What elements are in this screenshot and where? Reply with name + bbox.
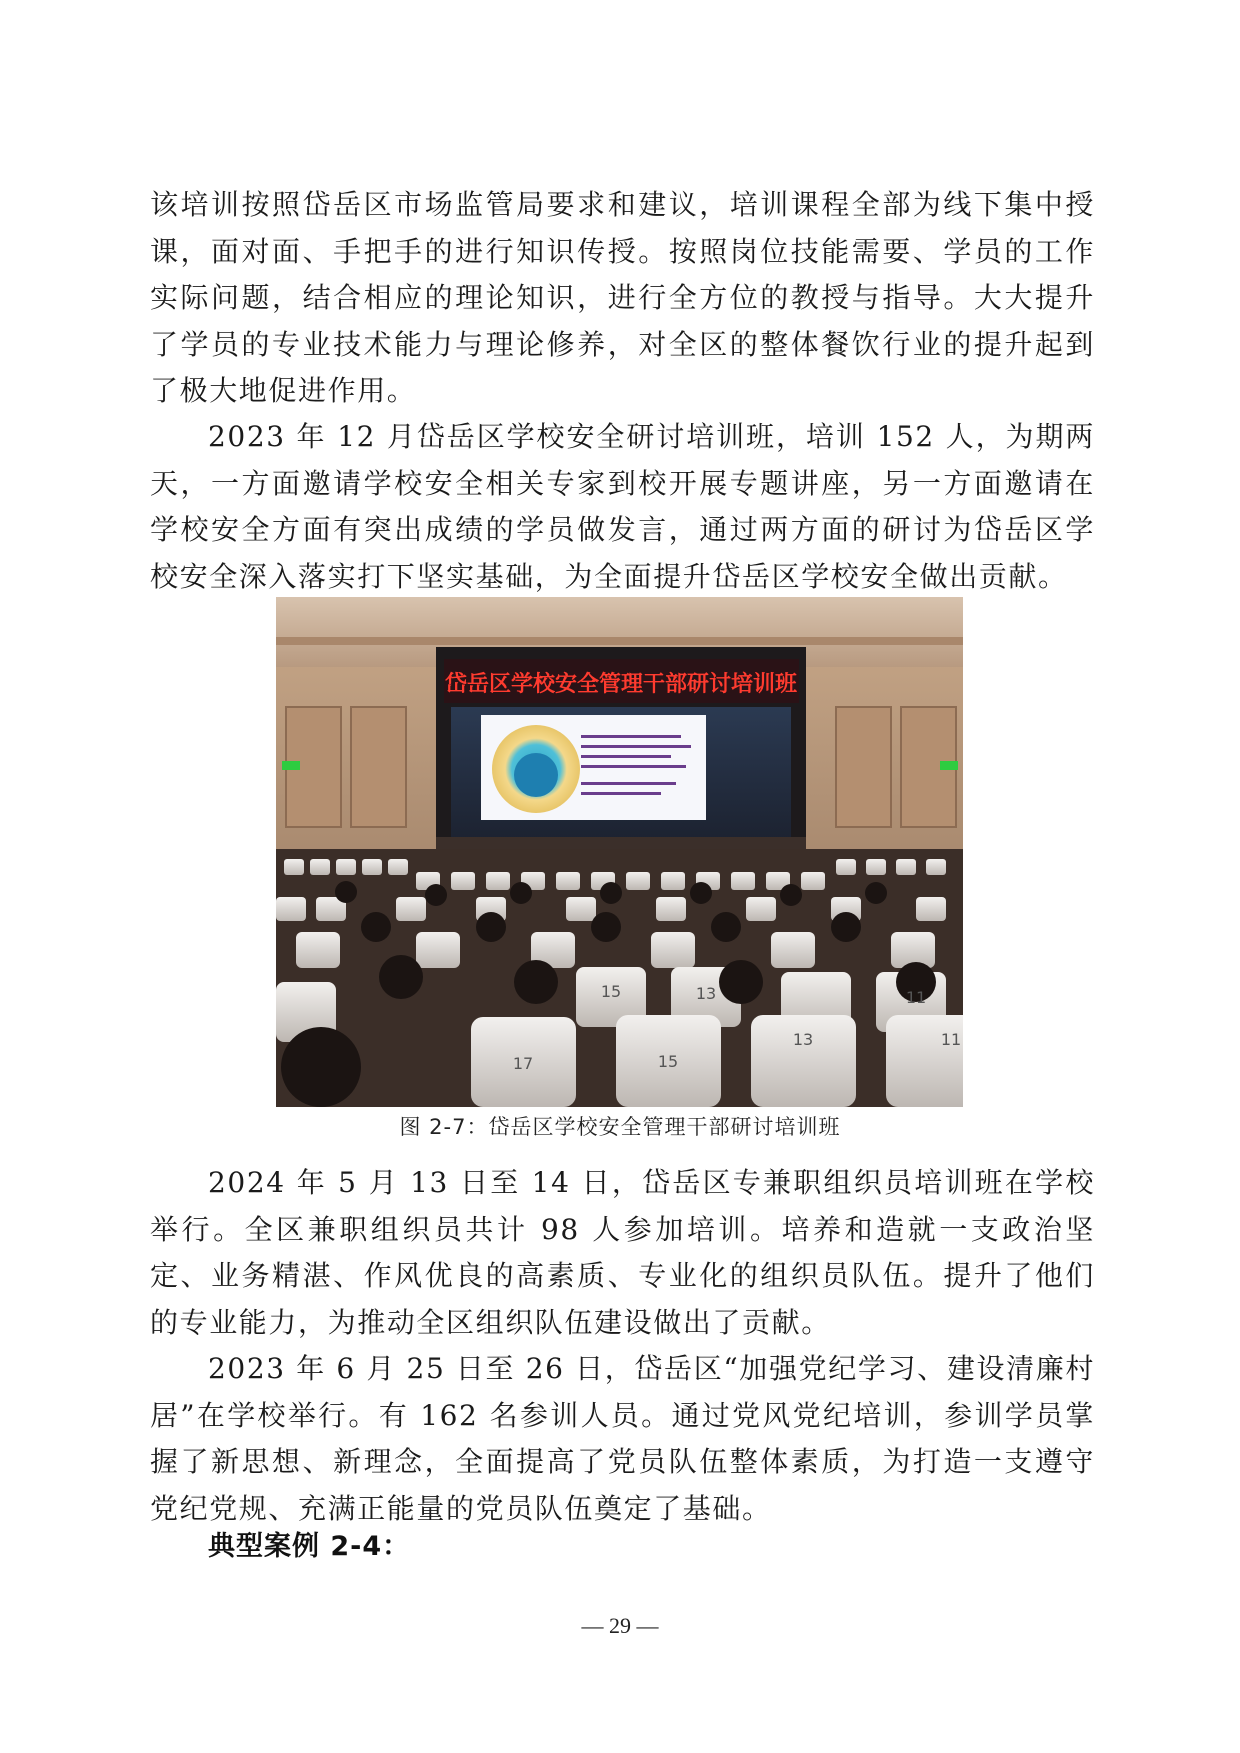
seat-number: 17 <box>512 1054 534 1073</box>
seat-number: 11 <box>940 1030 962 1049</box>
figure-caption: 图 2-7：岱岳区学校安全管理干部研讨培训班 <box>399 1115 841 1139</box>
auditorium-illustration <box>276 597 963 1107</box>
stage-banner-text: 岱岳区学校安全管理干部研讨培训班 <box>444 672 798 697</box>
seat-number: 15 <box>600 982 622 1001</box>
auditorium-photo <box>276 597 963 1107</box>
case-heading: 典型案例 2-4： <box>208 1531 411 1562</box>
seat-number: 13 <box>695 984 717 1003</box>
paragraph-4: 2023 年 6 月 25 日至 26 日，岱岳区“加强党纪学习、建设清廉村居”在学校举行。有 162 名参训人员。通过党风党纪培训，参训学员掌握了新思想、新理念，全面提高了党员队伍整体素质，为打造一支遵守党纪党规、充满正能量的党员队伍奠定了基础。 <box>150 1352 1095 1525</box>
page-number: — 29 — <box>581 1613 659 1638</box>
seat-number: 15 <box>657 1052 679 1071</box>
paragraph-1: 该培训按照岱岳区市场监管局要求和建议，培训课程全部为线下集中授课，面对面、手把手的进行知识传授。按照岗位技能需要、学员的工作实际问题，结合相应的理论知识，进行全方位的教授与指导。大大提升了学员的专业技术能力与理论修养，对全区的整体餐饮行业的提升起到了极大地促进作用。 <box>150 188 1095 407</box>
paragraph-2: 2023 年 12 月岱岳区学校安全研讨培训班，培训 152 人，为期两天，一方面邀请学校安全相关专家到校开展专题讲座，另一方面邀请在学校安全方面有突出成绩的学员做发言，通过两方面的研讨为岱岳区学校安全深入落实打下坚实基础，为全面提升岱岳区学校安全做出贡献。 <box>150 420 1095 593</box>
paragraph-3: 2024 年 5 月 13 日至 14 日，岱岳区专兼职组织员培训班在学校举行。全区兼职组织员共计 98 人参加培训。培养和造就一支政治坚定、业务精湛、作风优良的高素质、专业化的组织员队伍。提升了他们的专业能力，为推动全区组织队伍建设做出了贡献。 <box>150 1166 1095 1339</box>
seat-number: 13 <box>792 1030 814 1049</box>
seat-number: 11 <box>905 988 927 1007</box>
